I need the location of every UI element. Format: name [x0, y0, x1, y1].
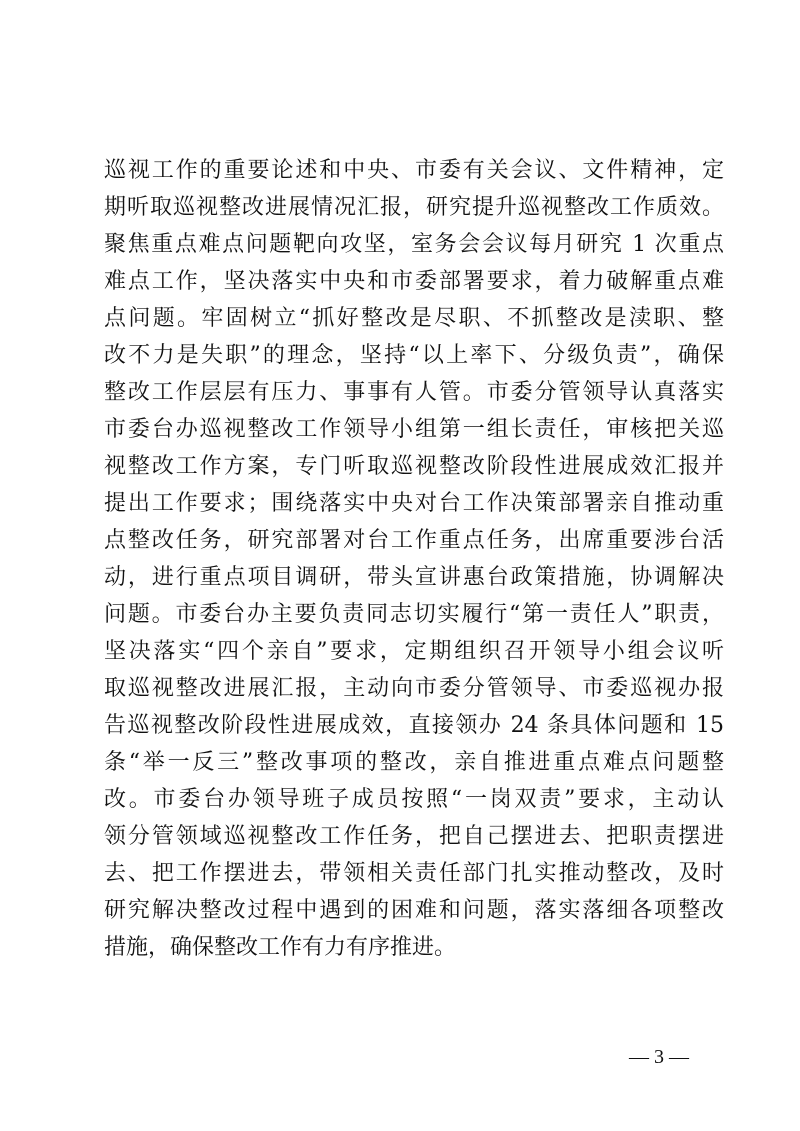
body-paragraph [104, 152, 724, 966]
text-line: 聚焦重点难点问题靶向攻坚，室务会会议每月研究 1 次重点 [104, 232, 724, 257]
text-line: 巡视工作的重要论述和中央、市委有关会议、文件精神，定 [104, 158, 724, 183]
text-line: 点问题。牢固树立“抓好整改是尽职、不抓整改是渎职、整 [104, 306, 724, 331]
text-line: 难点工作，坚决落实中央和市委部署要求，着力破解重点难 [104, 269, 724, 294]
text-line: 研究解决整改过程中遇到的困难和问题，落实落细各项整改 [104, 898, 724, 923]
text-line: 条“举一反三”整改事项的整改，亲自推进重点难点问题整 [104, 750, 724, 775]
text-line: 整改工作层层有压力、事事有人管。市委分管领导认真落实 [104, 380, 724, 405]
text-line: 措施，确保整改工作有力有序推进。 [104, 935, 457, 960]
text-line: 去、把工作摆进去，带领相关责任部门扎实推动整改，及时 [104, 861, 724, 886]
text-line: 期听取巡视整改进展情况汇报，研究提升巡视整改工作质效。 [104, 195, 724, 220]
text-line: 取巡视整改进展汇报，主动向市委分管领导、市委巡视办报 [104, 676, 724, 701]
text-line: 提出工作要求；围绕落实中央对台工作决策部署亲自推动重 [104, 491, 724, 516]
text-line: 问题。市委台办主要负责同志切实履行“第一责任人”职责， [104, 602, 724, 627]
text-line: 改。市委台办领导班子成员按照“一岗双责”要求，主动认 [104, 787, 724, 812]
text-line: 告巡视整改阶段性进展成效，直接领办 24 条具体问题和 15 [104, 713, 724, 738]
text-line: 坚决落实“四个亲自”要求，定期组织召开领导小组会议听 [104, 639, 724, 664]
text-line: 领分管领域巡视整改工作任务，把自己摆进去、把职责摆进 [104, 824, 724, 849]
text-line: 动，进行重点项目调研，带头宣讲惠台政策措施，协调解决 [104, 565, 724, 590]
text-line: 视整改工作方案，专门听取巡视整改阶段性进展成效汇报并 [104, 454, 724, 479]
text-line: 点整改任务，研究部署对台工作重点任务，出席重要涉台活 [104, 528, 724, 553]
text-line: 改不力是失职”的理念，坚持“以上率下、分级负责”，确保 [104, 343, 724, 368]
page-number: — 3 — [629, 1046, 689, 1068]
text-line: 市委台办巡视整改工作领导小组第一组长责任，审核把关巡 [104, 417, 724, 442]
